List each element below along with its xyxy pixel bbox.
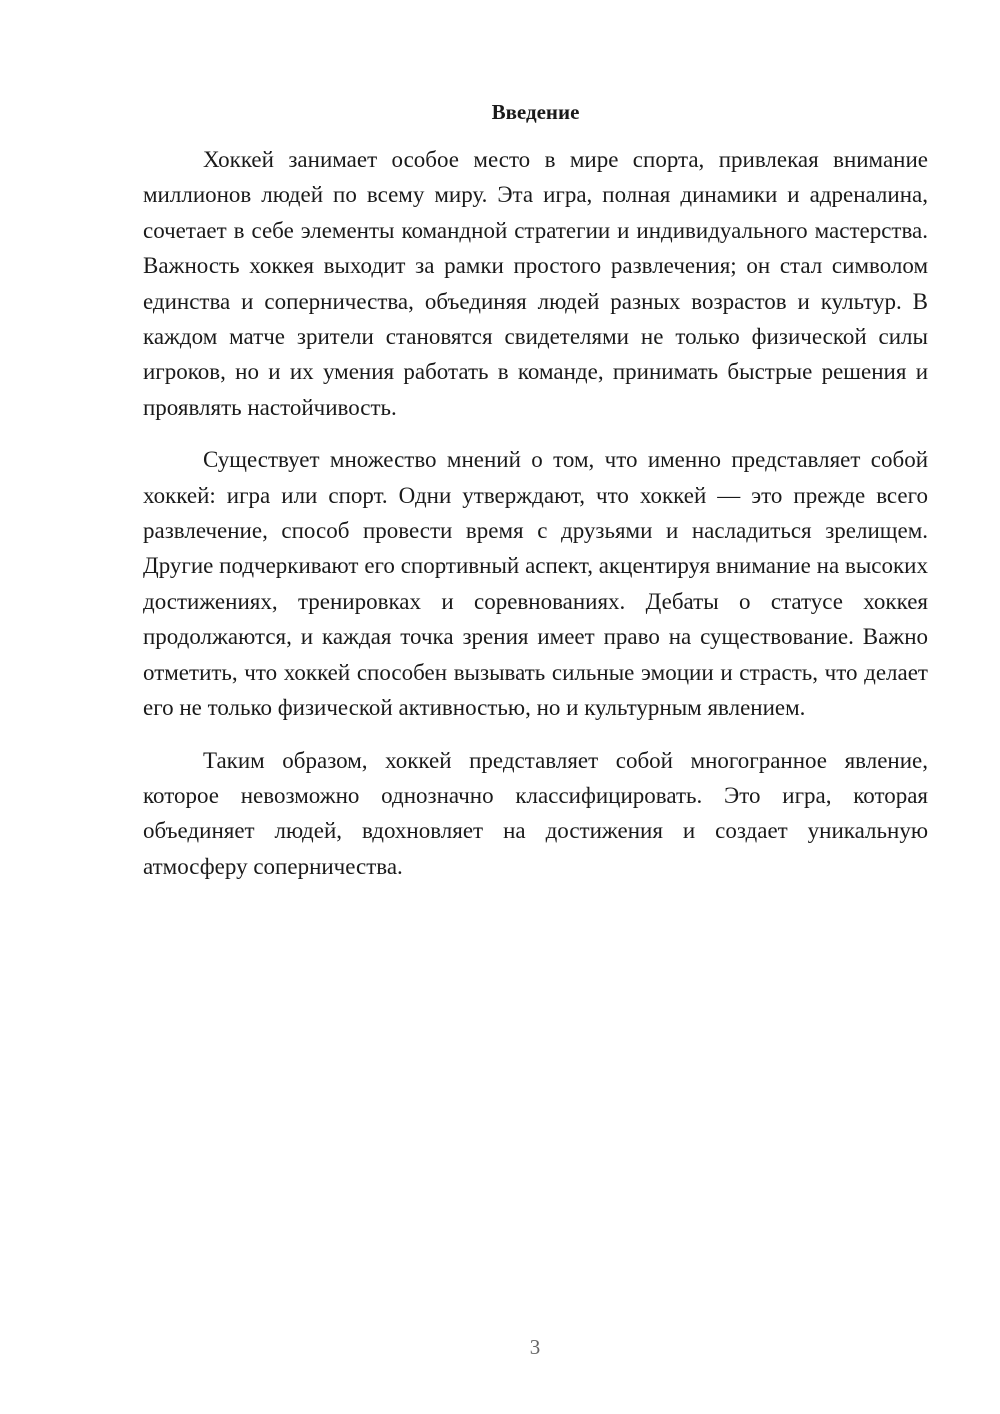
paragraph-conclusion: Таким образом, хоккей представляет собой многогранное явление, которое невозможно однозначно классифицировать. Это игра, которая объединяет людей, вдохновляет на достижения и создает уникальную атмосферу соперничества. [143, 747, 928, 879]
paragraph-opinions: Существует множество мнений о том, что именно представляет собой хоккей: игра или спорт. Одни утверждают, что хоккей — это прежде всего развлечение, способ провести время с друзьями и насладиться зрелищем. Другие подчеркивают его спортивный аспект, акцентируя внимание на высоких достижениях, тренировках и соревнованиях. Дебаты о статусе хоккея продолжаются, и каждая точка зрения имеет право на существование. Важно отметить, что хоккей способен вызывать сильные эмоции и страсть, что делает его не только физической активностью, но и культурным явлением. [143, 447, 928, 721]
paragraph-intro: Хоккей занимает особое место в мире спорта, привлекая внимание миллионов людей по всему миру. Эта игра, полная динамики и адреналина, сочетает в себе элементы командной стратегии и индивидуального мастерства. Важность хоккея выходит за рамки простого развлечения; он стал символом единства и соперничества, объединяя людей разных возрастов и культур. В каждом матче зрители становятся свидетелями не только физической силы игроков, но и их умения работать в команде, принимать быстрые решения и проявлять настойчивость. [143, 147, 928, 420]
body-text [143, 142, 928, 901]
page-number: 3 [529, 1335, 541, 1359]
section-heading: Введение [491, 100, 580, 124]
